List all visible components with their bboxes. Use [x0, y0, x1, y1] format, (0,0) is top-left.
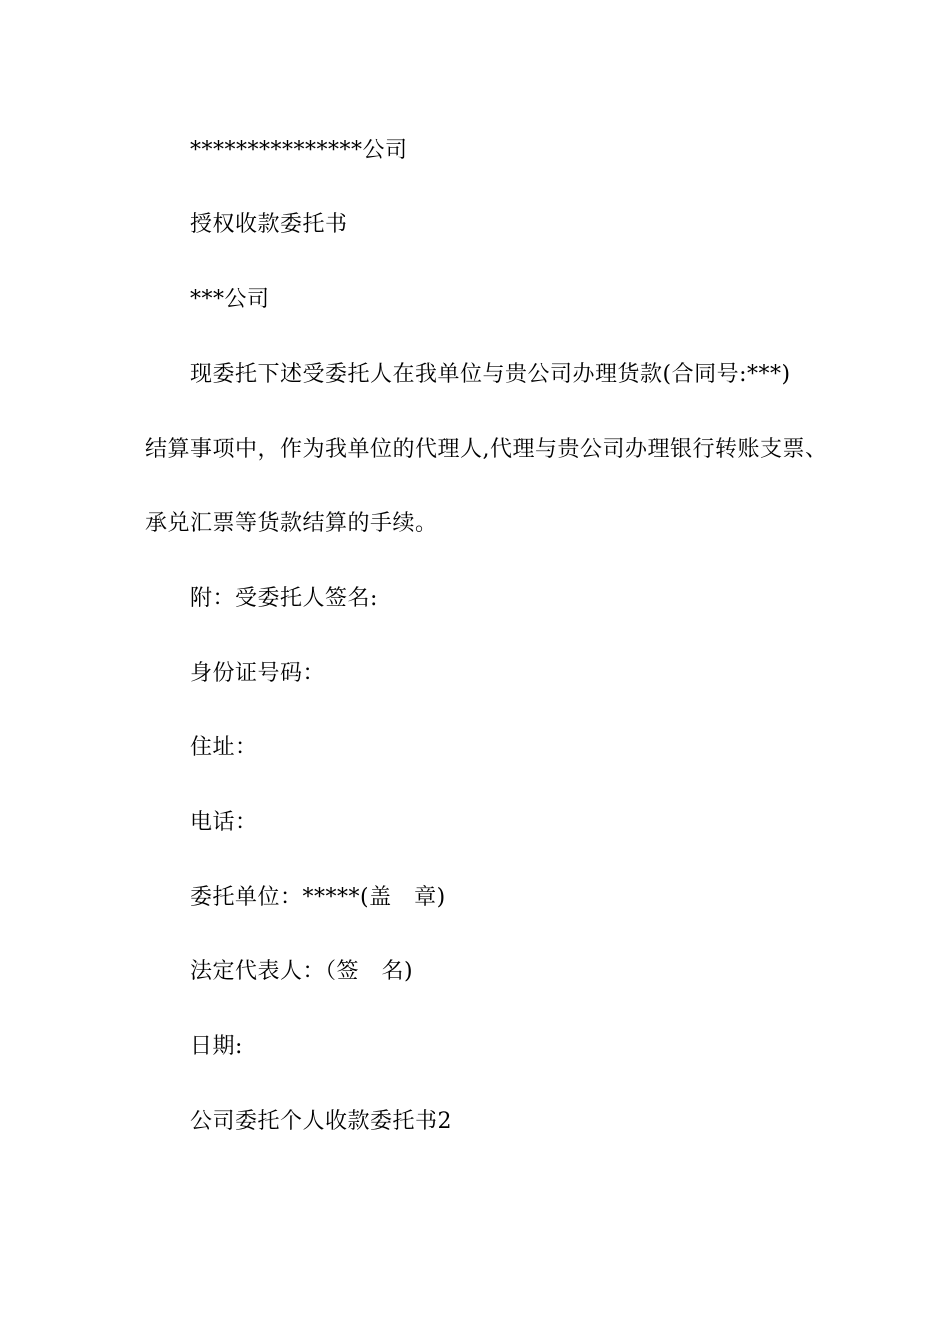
phone-field: 电话：	[190, 810, 258, 835]
entrusting-unit-field: 委托单位：*****(盖 章)	[190, 885, 446, 910]
body-paragraph-line-1: 现委托下述受委托人在我单位与贵公司办理货款(合同号:***)	[190, 362, 791, 387]
company-header: ***************公司	[190, 138, 408, 163]
legal-representative-field: 法定代表人：（签 名)	[190, 959, 414, 984]
document-title: 授权收款委托书	[190, 212, 348, 237]
id-number-field: 身份证号码：	[190, 661, 326, 686]
recipient-company: ***公司	[190, 287, 270, 312]
next-section-title: 公司委托个人收款委托书2	[190, 1109, 452, 1134]
date-field: 日期:	[190, 1034, 243, 1059]
address-field: 住址：	[190, 735, 258, 760]
body-paragraph-line-3: 承兑汇票等货款结算的手续。	[145, 511, 438, 536]
body-paragraph-line-2: 结算事项中，作为我单位的代理人,代理与贵公司办理银行转账支票、	[145, 437, 828, 462]
attachment-signature-field: 附：受委托人签名:	[190, 586, 378, 611]
